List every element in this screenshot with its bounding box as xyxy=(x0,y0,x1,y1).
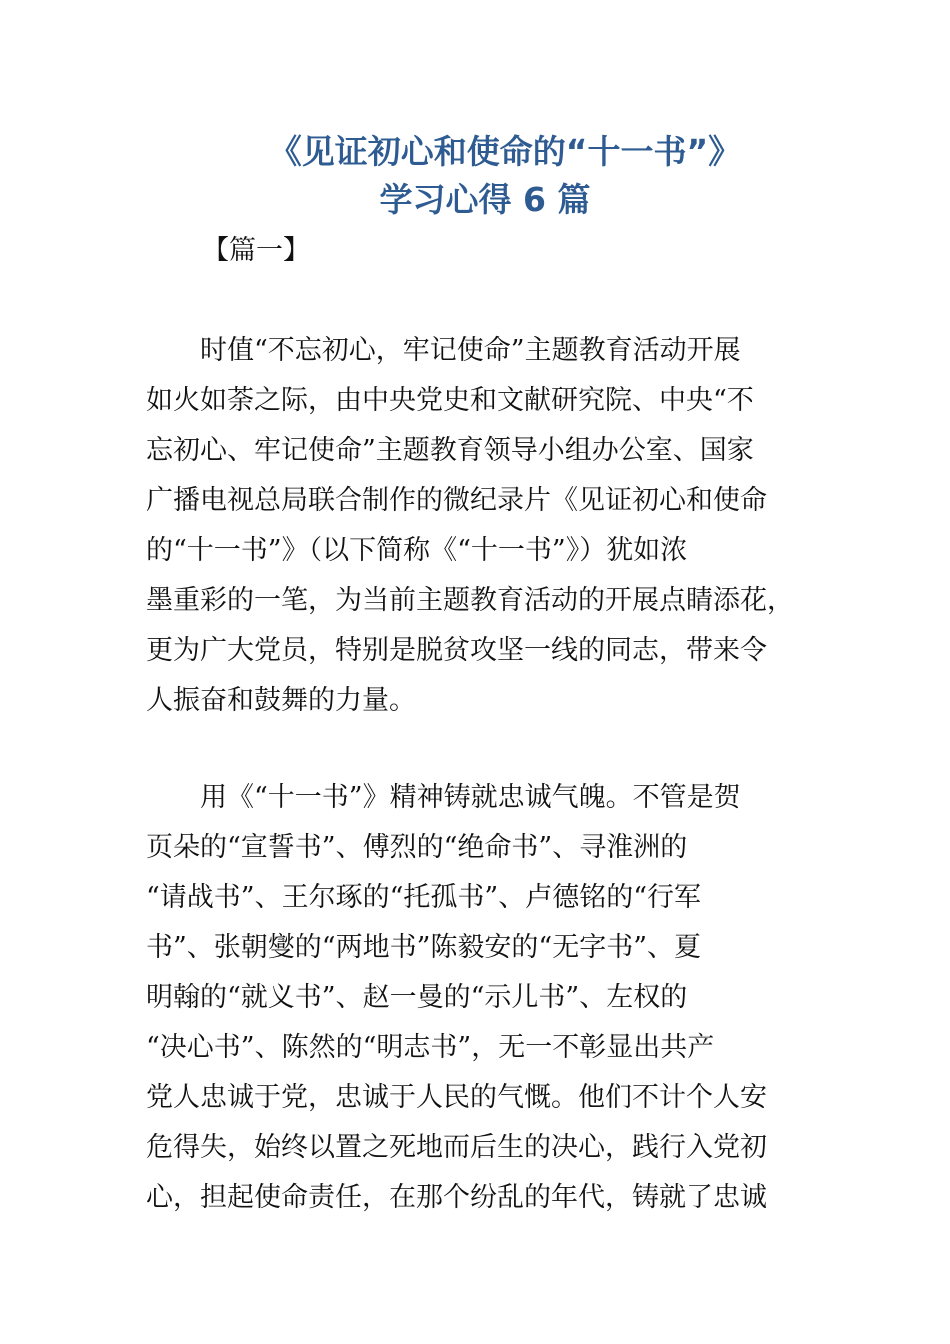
paragraph-line: 人振奋和鼓舞的力量。 xyxy=(146,685,416,716)
paragraph-line: “决心书”、陈然的“明志书”，无一不彰显出共产 xyxy=(146,1032,715,1063)
paragraph-line: 更为广大党员，特别是脱贫攻坚一线的同志，带来令 xyxy=(146,635,767,666)
paragraph-line: 忘初心、牢记使命”主题教育领导小组办公室、国家 xyxy=(146,435,754,466)
paragraph-line: 危得失，始终以置之死地而后生的决心，践行入党初 xyxy=(146,1132,767,1163)
paragraph-line: 党人忠诚于党，忠诚于人民的气慨。他们不计个人安 xyxy=(146,1082,767,1113)
section-label: 【篇一】 xyxy=(202,235,310,266)
paragraph-line: 书”、张朝燮的“两地书”陈毅安的“无字书”、夏 xyxy=(146,932,702,963)
paragraph-line: 墨重彩的一笔，为当前主题教育活动的开展点睛添花， xyxy=(146,585,794,616)
document-title-line-1: 《见证初心和使命的“十一书”》 xyxy=(268,132,742,171)
paragraph-line: 的“十一书”》（以下简称《“十一书”》）犹如浓 xyxy=(146,535,688,566)
paragraph-line: 用《“十一书”》精神铸就忠诚气魄。不管是贺 xyxy=(146,782,741,813)
document-title-line-2: 学习心得 6 篇 xyxy=(379,180,591,219)
paragraph-line: 如火如荼之际，由中央党史和文献研究院、中央“不 xyxy=(146,385,754,416)
paragraph-line: 时值“不忘初心，牢记使命”主题教育活动开展 xyxy=(146,335,741,366)
paragraph-2 xyxy=(146,773,814,1223)
paragraph-line: 心，担起使命责任，在那个纷乱的年代，铸就了忠诚 xyxy=(146,1182,767,1213)
paragraph-1 xyxy=(146,326,814,726)
paragraph-line: 页朵的“宣誓书”、傅烈的“绝命书”、寻淮洲的 xyxy=(146,832,688,863)
paragraph-line: 明翰的“就义书”、赵一曼的“示儿书”、左权的 xyxy=(146,982,688,1013)
paragraph-line: 广播电视总局联合制作的微纪录片《见证初心和使命 xyxy=(146,485,767,516)
paragraph-line: “请战书”、王尔琢的“托孤书”、卢德铭的“行军 xyxy=(146,882,702,913)
